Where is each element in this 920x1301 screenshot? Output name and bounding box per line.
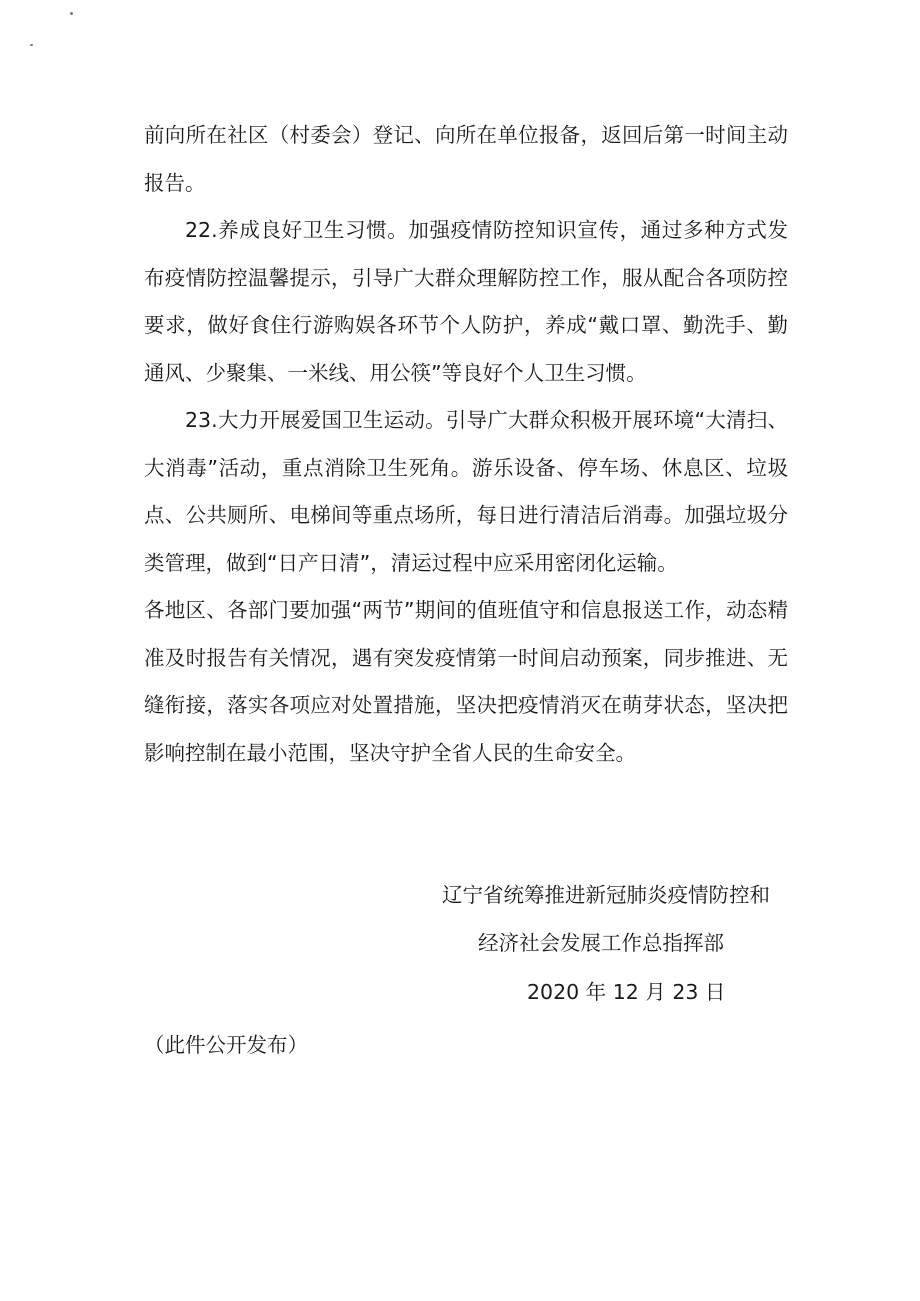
paragraph-closing: 各地区、各部门要加强“两节”期间的值班值守和信息报送工作，动态精准及时报告有关情况，遇有突发疫情第一时间启动预案，同步推进、无缝衔接，落实各项应对处置措施，坚决把疫情消灭在萌芽状态，坚决把影响控制在最小范围，坚决守护全省人民的生命安全。	[144, 598, 788, 765]
publication-note: （此件公开发布）	[144, 1033, 308, 1057]
signature-org-line2: 经济社会发展工作总指挥部	[478, 931, 724, 955]
paragraph-continuation: 前向所在社区（村委会）登记、向所在单位报备，返回后第一时间主动报告。	[144, 123, 788, 195]
document-body	[144, 112, 788, 777]
signature-date: 2020 年 12 月 23 日	[527, 980, 726, 1004]
scan-speck	[70, 12, 73, 15]
paragraph-item-22: 22.养成良好卫生习惯。加强疫情防控知识宣传，通过多种方式发布疫情防控温馨提示，引导广大群众理解防控工作，服从配合各项防控要求，做好食住行游购娱各环节个人防护，养成“戴口罩、勤洗手、勤通风、少聚集、一米线、用公筷”等良好个人卫生习惯。	[144, 218, 788, 385]
paragraph-item-23: 23.大力开展爱国卫生运动。引导广大群众积极开展环境“大清扫、大消毒”活动，重点消除卫生死角。游乐设备、停车场、休息区、垃圾点、公共厕所、电梯间等重点场所，每日进行清洁后消毒。加强垃圾分类管理，做到“日产日清”，清运过程中应采用密闭化运输。	[144, 408, 788, 575]
scan-speck	[30, 44, 33, 46]
signature-org-line1: 辽宁省统筹推进新冠肺炎疫情防控和	[442, 883, 770, 907]
